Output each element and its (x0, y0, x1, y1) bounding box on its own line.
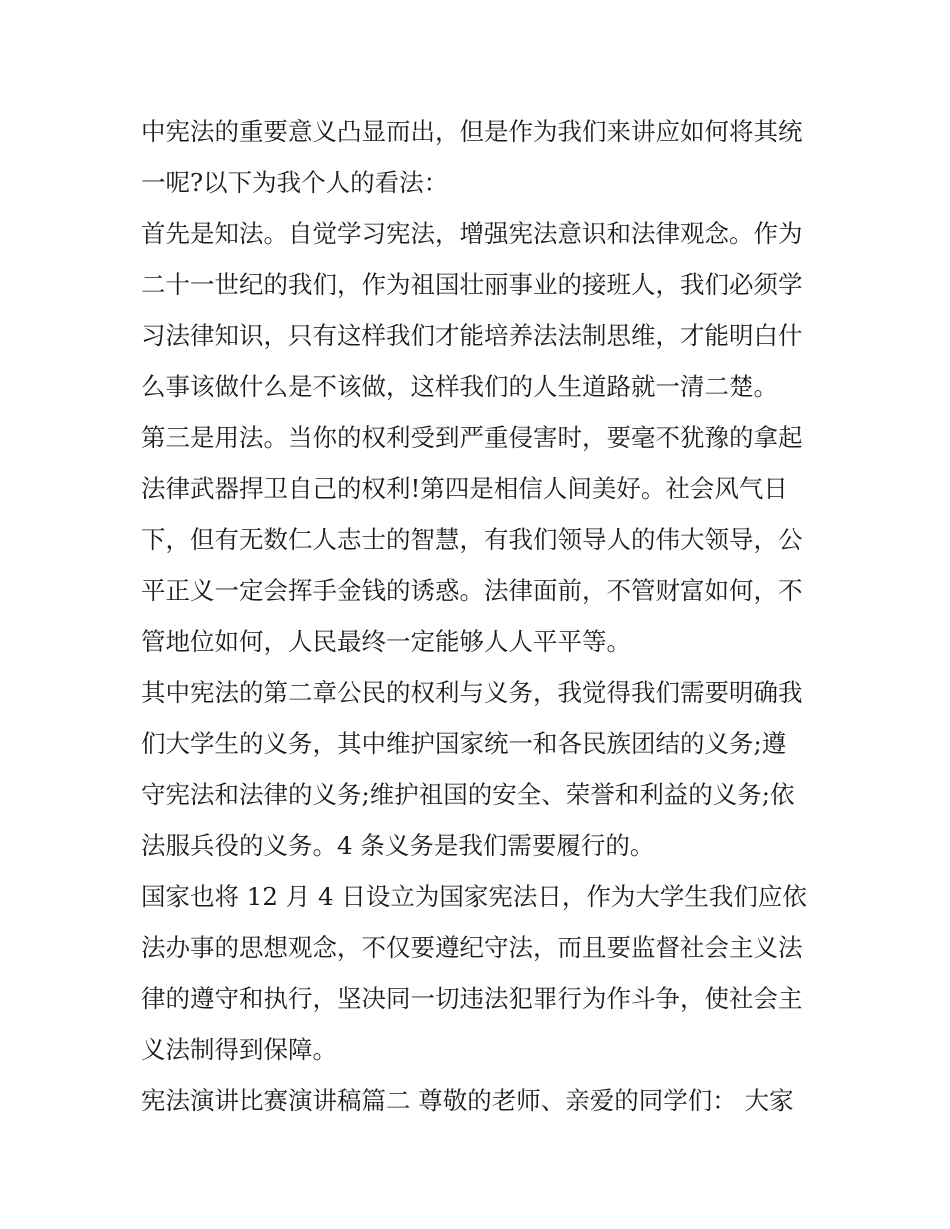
text-line: 义法制得到保障。 (141, 1035, 337, 1064)
text-line: 下，但有无数仁人志士的智慧，有我们领导人的伟大领导，公 (141, 525, 803, 554)
paragraph-know-law (141, 208, 821, 412)
text-line: 守宪法和法律的义务;维护祖国的安全、荣誉和利益的义务;依 (141, 780, 795, 809)
text-line: 其中宪法的第二章公民的权利与义务，我觉得我们需要明确我 (141, 678, 803, 707)
text-line: 国家也将 12 月 4 日设立为国家宪法日，作为大学生我们应依 (141, 882, 807, 911)
paragraph-rights-duties (141, 667, 821, 871)
text-line: 习法律知识，只有这样我们才能培养法法制思维，才能明白什 (141, 321, 803, 350)
text-line: 宪法演讲比赛演讲稿篇二 尊敬的老师、亲爱的同学们： 大家 (141, 1086, 794, 1115)
text-line: 二十一世纪的我们，作为祖国壮丽事业的接班人，我们必须学 (141, 270, 803, 299)
text-line: 首先是知法。自觉学习宪法，增强宪法意识和法律观念。作为 (141, 219, 803, 248)
text-line: 律的遵守和执行，坚决同一切违法犯罪行为作斗争，使社会主 (141, 984, 803, 1013)
text-line: 管地位如何，人民最终一定能够人人平平等。 (141, 627, 631, 656)
document-body (141, 106, 821, 1126)
text-line: 平正义一定会挥手金钱的诱惑。法律面前，不管财富如何，不 (141, 576, 803, 605)
text-line: 么事该做什么是不该做，这样我们的人生道路就一清二楚。 (141, 372, 778, 401)
text-line: 法律武器捍卫自己的权利!第四是相信人间美好。社会风气日 (141, 474, 788, 503)
text-line: 一呢?以下为我个人的看法： (141, 168, 449, 197)
paragraph-use-law (141, 412, 821, 667)
paragraph-constitution-significance (141, 106, 821, 208)
text-line: 法服兵役的义务。4 条义务是我们需要履行的。 (141, 831, 655, 860)
text-line: 第三是用法。当你的权利受到严重侵害时，要毫不犹豫的拿起 (141, 423, 803, 452)
paragraph-speech-two-heading (141, 1075, 821, 1126)
paragraph-constitution-day (141, 871, 821, 1075)
text-line: 法办事的思想观念，不仅要遵纪守法，而且要监督社会主义法 (141, 933, 803, 962)
text-line: 中宪法的重要意义凸显而出，但是作为我们来讲应如何将其统 (141, 117, 803, 146)
text-line: 们大学生的义务，其中维护国家统一和各民族团结的义务;遵 (141, 729, 787, 758)
